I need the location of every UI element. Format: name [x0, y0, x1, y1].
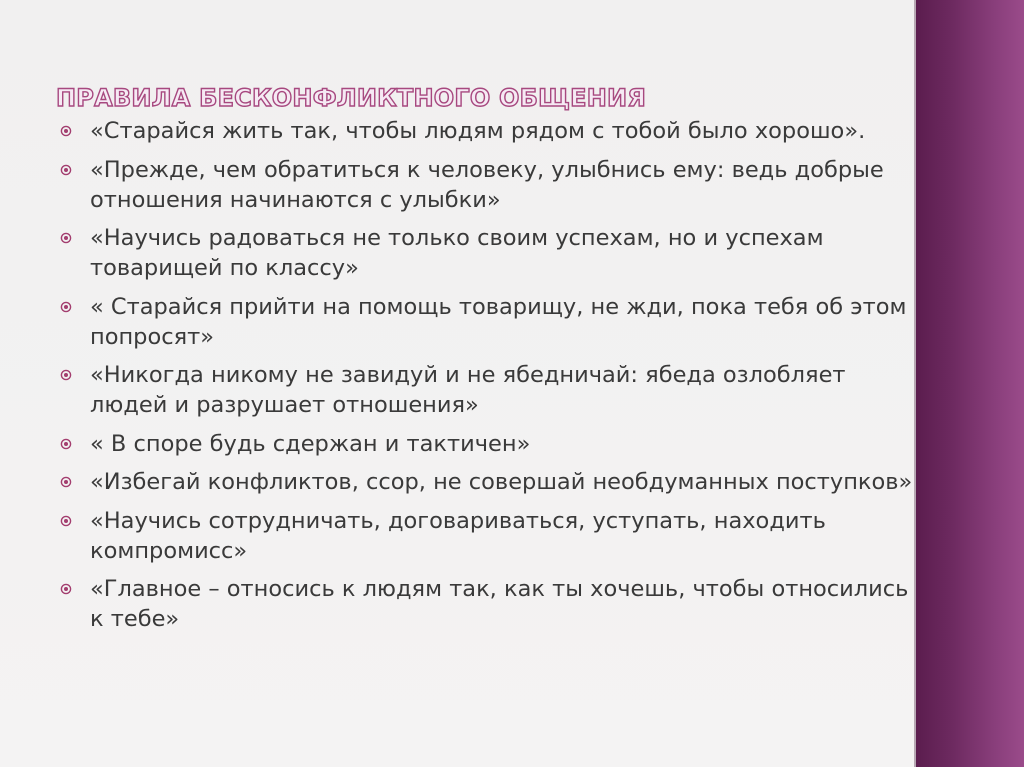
list-item	[60, 116, 920, 146]
circle-bullet-icon	[60, 301, 72, 313]
list-item	[60, 506, 920, 566]
bullet-list	[60, 116, 920, 643]
bullet-text: «Главное – относись к людям так, как ты хочешь, чтобы относились к тебе»	[90, 576, 909, 632]
bullet-text: «Научись радоваться не только своим успехам, но и успехам товарищей по классу»	[90, 225, 824, 281]
bullet-text: «Никогда никому не завидуй и не ябедничай: ябеда озлобляет людей и разрушает отношения»	[90, 362, 846, 418]
bullet-text: «Научись сотрудничать, договариваться, уступать, находить компромисс»	[90, 507, 826, 564]
bullet-text: «Прежде, чем обратиться к человеку, улыбнись ему: ведь добрые отношения начинаются с улыбки»	[90, 156, 884, 213]
circle-bullet-icon	[60, 369, 72, 381]
list-item	[60, 467, 920, 497]
circle-bullet-icon	[60, 438, 72, 450]
bullet-text: « В споре будь сдержан и тактичен»	[90, 430, 531, 457]
list-item	[60, 429, 920, 459]
side-band-divider	[914, 0, 916, 767]
list-item	[60, 360, 920, 420]
side-decorative-band	[914, 0, 1024, 767]
circle-bullet-icon	[60, 583, 72, 595]
circle-bullet-icon	[60, 515, 72, 527]
slide-title: ПРАВИЛА БЕСКОНФЛИКТНОГО ОБЩЕНИЯ	[56, 84, 647, 112]
list-item	[60, 574, 920, 634]
list-item	[60, 223, 920, 283]
circle-bullet-icon	[60, 476, 72, 488]
list-item	[60, 155, 920, 215]
circle-bullet-icon	[60, 125, 72, 137]
bullet-text: « Старайся прийти на помощь товарищу, не жди, пока тебя об этом попросят»	[90, 293, 907, 350]
bullet-text: «Избегай конфликтов, ссор, не совершай необдуманных поступков»	[90, 469, 913, 495]
circle-bullet-icon	[60, 232, 72, 244]
circle-bullet-icon	[60, 164, 72, 176]
list-item	[60, 292, 920, 352]
bullet-text: «Старайся жить так, чтобы людям рядом с тобой было хорошо».	[90, 118, 866, 144]
